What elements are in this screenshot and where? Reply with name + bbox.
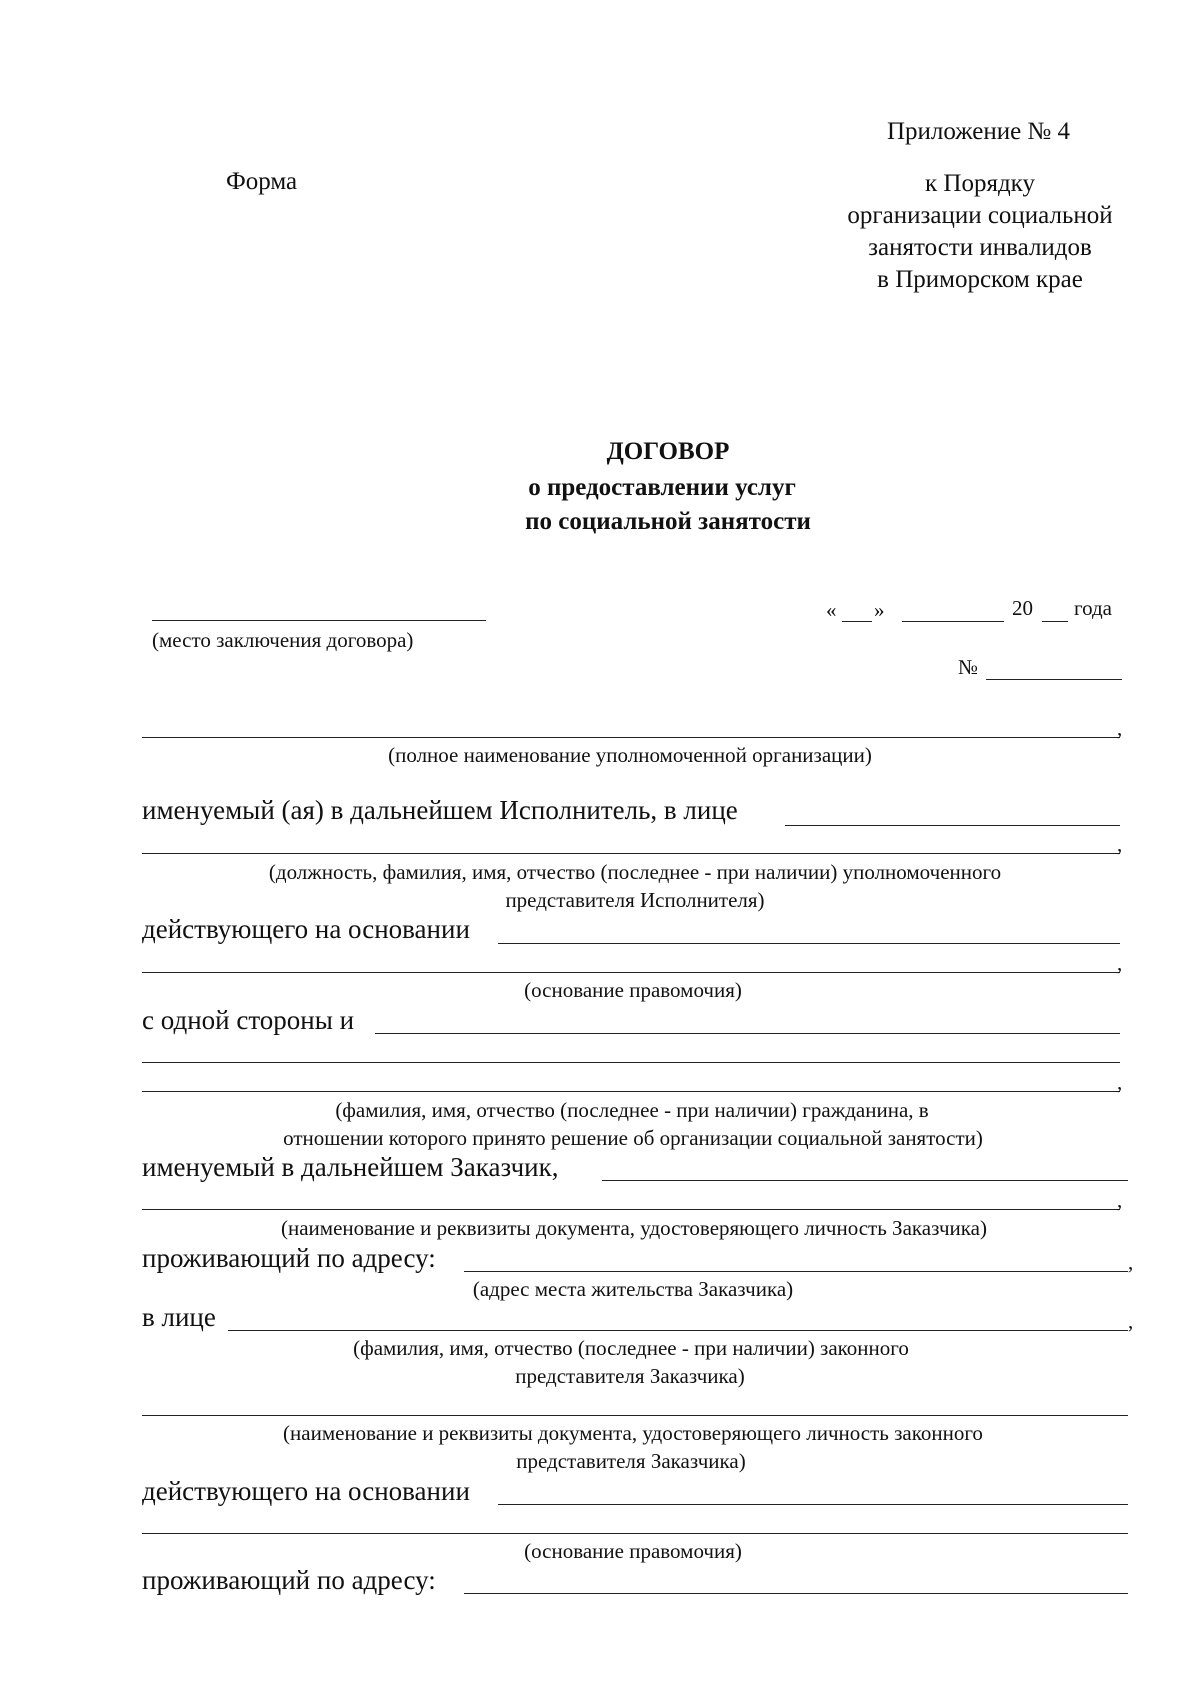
legal-rep-caption-1: (фамилия, имя, отчество (последнее - при наличии) законного: [353, 1336, 909, 1360]
date-year-blank[interactable]: [1042, 621, 1068, 622]
org-comma: ,: [1117, 716, 1123, 740]
ref-line-3: занятости инвалидов: [868, 234, 1092, 261]
executor-text: именуемый (ая) в дальнейшем Исполнитель, в лице: [142, 795, 738, 825]
residing-address-blank-2[interactable]: [464, 1593, 1128, 1594]
document-subtitle-2: по социальной занятости: [525, 508, 811, 535]
one-side-text: с одной стороны и: [142, 1005, 355, 1035]
citizen-blank-2[interactable]: [142, 1062, 1120, 1063]
legal-rep-comma: ,: [1128, 1309, 1134, 1333]
acting-basis-text-2: действующего на основании: [142, 1476, 470, 1506]
date-day-blank[interactable]: [842, 621, 872, 622]
rep-caption-1: (должность, фамилия, имя, отчество (последнее - при наличии) уполномоченного: [268, 860, 1002, 884]
legal-rep-doc-caption-2: представителя Заказчика): [516, 1449, 746, 1473]
rep-caption-2: представителя Исполнителя): [505, 888, 765, 912]
citizen-caption-1: (фамилия, имя, отчество (последнее - при наличии) гражданина, в: [335, 1098, 929, 1122]
basis-caption-1: (основание правомочия): [524, 978, 742, 1002]
form-label: Форма: [226, 168, 298, 195]
org-caption: (полное наименование уполномоченной организации): [388, 743, 872, 767]
legal-rep-caption-2: представителя Заказчика): [515, 1364, 745, 1388]
residing-comma-1: ,: [1128, 1250, 1134, 1274]
acting-basis-comma-1: ,: [1117, 951, 1123, 975]
executor-rep-blank-2[interactable]: [142, 853, 1120, 854]
appendix-label: Приложение № 4: [887, 118, 1071, 145]
customer-text: именуемый в дальнейшем Заказчик,: [142, 1152, 559, 1182]
date-open-quote: «: [826, 598, 837, 622]
residing-text-2: проживающий по адресу:: [142, 1565, 436, 1595]
residing-address-blank-1[interactable]: [464, 1271, 1128, 1272]
customer-doc-caption: (наименование и реквизиты документа, удостоверяющего личность Заказчика): [281, 1216, 987, 1240]
acting-basis-blank-2b[interactable]: [142, 1533, 1128, 1534]
date-month-blank[interactable]: [902, 621, 1004, 622]
appendix-reference: [820, 168, 1140, 296]
citizen-caption-2: отношении которого принято решение об организации социальной занятости): [283, 1126, 983, 1150]
ref-line-4: в Приморском крае: [877, 266, 1083, 293]
executor-rep-blank[interactable]: [785, 825, 1120, 826]
citizen-blank-3[interactable]: [142, 1091, 1120, 1092]
contract-number-label: №: [958, 655, 979, 679]
address-caption: (адрес места жительства Заказчика): [472, 1277, 794, 1301]
executor-comma: ,: [1117, 832, 1123, 856]
contract-number-blank[interactable]: [986, 679, 1122, 680]
citizen-blank-1[interactable]: [375, 1033, 1120, 1034]
acting-basis-blank-2[interactable]: [498, 1504, 1128, 1505]
customer-doc-blank-2[interactable]: [142, 1209, 1120, 1210]
org-name-blank[interactable]: [142, 737, 1120, 738]
document-title: ДОГОВОР: [606, 438, 730, 465]
date-year-prefix: 20: [1012, 596, 1033, 620]
date-close-quote: »: [874, 598, 885, 622]
legal-rep-doc-blank[interactable]: [142, 1415, 1128, 1416]
acting-basis-text-1: действующего на основании: [142, 914, 470, 944]
ref-line-1: к Порядку: [925, 170, 1035, 197]
acting-basis-blank-1[interactable]: [498, 943, 1120, 944]
ref-line-2: организации социальной: [847, 202, 1113, 229]
citizen-comma: ,: [1117, 1070, 1123, 1094]
legal-rep-blank[interactable]: [228, 1330, 1128, 1331]
basis-caption-2: (основание правомочия): [524, 1539, 742, 1563]
in-person-text: в лице: [142, 1302, 216, 1332]
document-subtitle-1: о предоставлении услуг: [528, 474, 796, 501]
place-blank[interactable]: [152, 620, 486, 621]
customer-doc-blank[interactable]: [602, 1180, 1128, 1181]
place-caption: (место заключения договора): [152, 628, 414, 652]
legal-rep-doc-caption-1: (наименование и реквизиты документа, удостоверяющего личность законного: [283, 1421, 983, 1445]
customer-comma: ,: [1117, 1188, 1123, 1212]
residing-text-1: проживающий по адресу:: [142, 1243, 436, 1273]
acting-basis-blank-1b[interactable]: [142, 972, 1120, 973]
date-year-suffix: года: [1074, 596, 1112, 620]
